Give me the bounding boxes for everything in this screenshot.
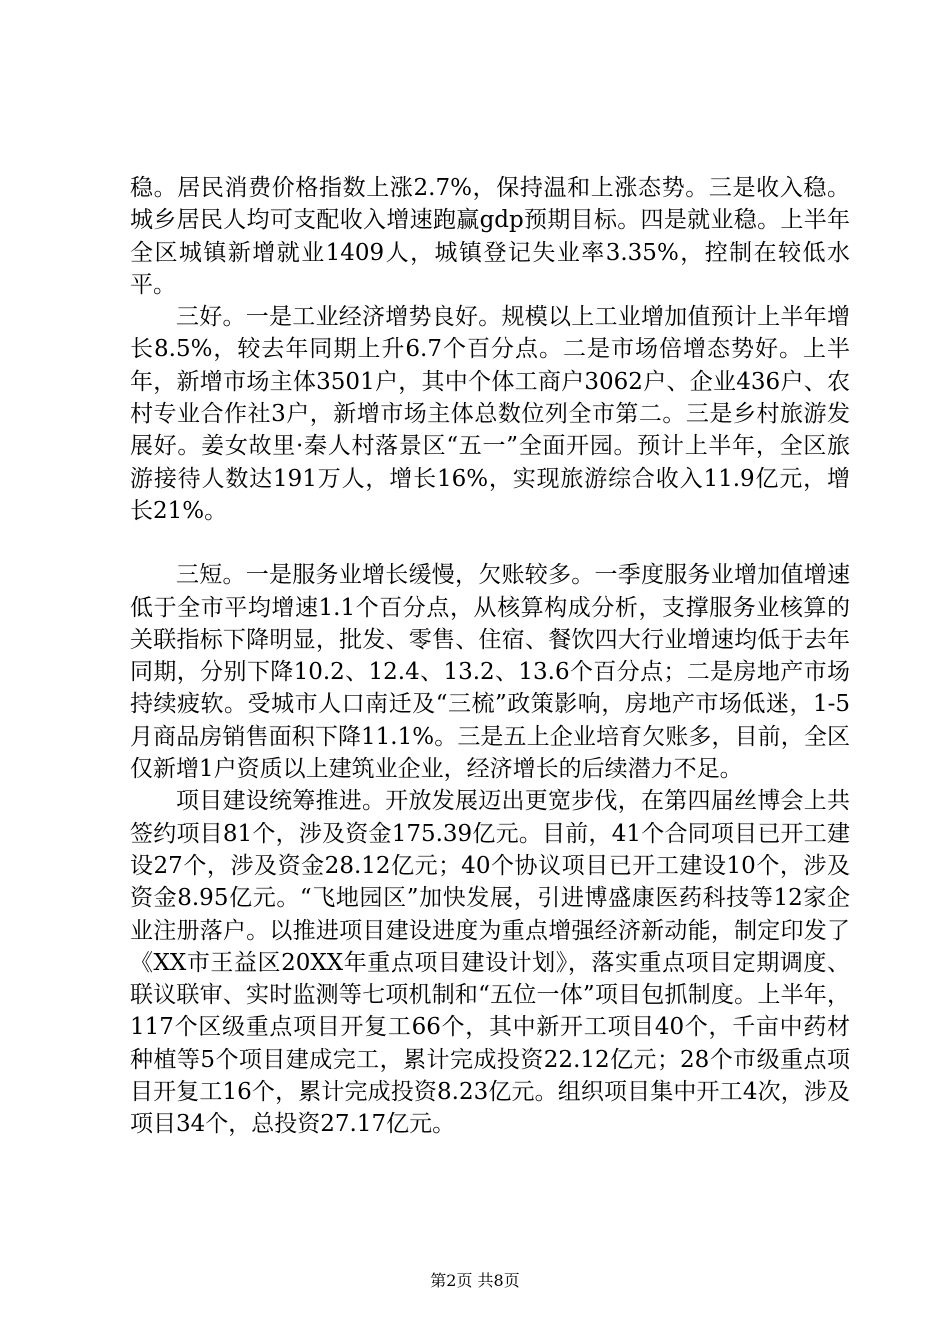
paragraph-project-construction: 项目建设统筹推进。开放发展迈出更宽步伐，在第四届丝博会上共签约项目81个，涉及资金175.39亿元。目前，41个合同项目已开工建设27个，涉及资金28.12亿元；40个协议项目已开工建设10个，涉及资金8.95亿元。“飞地园区”加快发展，引进博盛康医药科技等12家企业注册落户。以推进项目建设进度为重点增强经济新动能，制定印发了《XX市王益区20XX年重点项目建设计划》，落实重点项目定期调度、联议联审、实时监测等七项机制和“五位一体”项目包抓制度。上半年，117个区级重点项目开复工66个，其中新开工项目40个，千亩中药材种植等5个项目建成完工，累计完成投资22.12亿元；28个市级重点项目开复工16个，累计完成投资8.23亿元。组织项目集中开工4次，涉及项目34个，总投资27.17亿元。 [130,788,850,1138]
paragraph-three-goods: 三好。一是工业经济增势良好。规模以上工业增加值预计上半年增长8.5%，较去年同期上升6.7个百分点。二是市场倍增态势好。上半年，新增市场主体3501户，其中个体工商户3062户、企业436户、农村专业合作社3户，新增市场主体总数位列全市第二。三是乡村旅游发展好。姜女故里·秦人村落景区“五一”全面开园。预计上半年，全区旅游接待人数达191万人，增长16%，实现旅游综合收入11.9亿元，增长21%。 [130,304,850,524]
document-body [130,172,850,1141]
paragraph-three-shortcomings: 三短。一是服务业增长缓慢，欠账较多。一季度服务业增加值增速低于全市平均增速1.1个百分点，从核算构成分析，支撑服务业核算的关联指标下降明显，批发、零售、住宿、餐饮四大行业增速均低于去年同期，分别下降10.2、12.4、13.2、13.6个百分点；二是房地产市场持续疲软。受城市人口南迁及“三梳”政策影响，房地产市场低迷，1-5月商品房销售面积下降11.1%。三是五上企业培育欠账多，目前，全区仅新增1户资质以上建筑业企业，经济增长的后续潜力不足。 [130,562,850,783]
page-footer: 第2页 共8页 [430,1271,520,1290]
paragraph-spacer [130,527,850,559]
paragraph-stability-continued: 稳。居民消费价格指数上涨2.7%，保持温和上涨态势。三是收入稳。城乡居民人均可支配收入增速跑赢gdp预期目标。四是就业稳。上半年全区城镇新增就业1409人，城镇登记失业率3.35%，控制在较低水平。 [130,175,850,298]
